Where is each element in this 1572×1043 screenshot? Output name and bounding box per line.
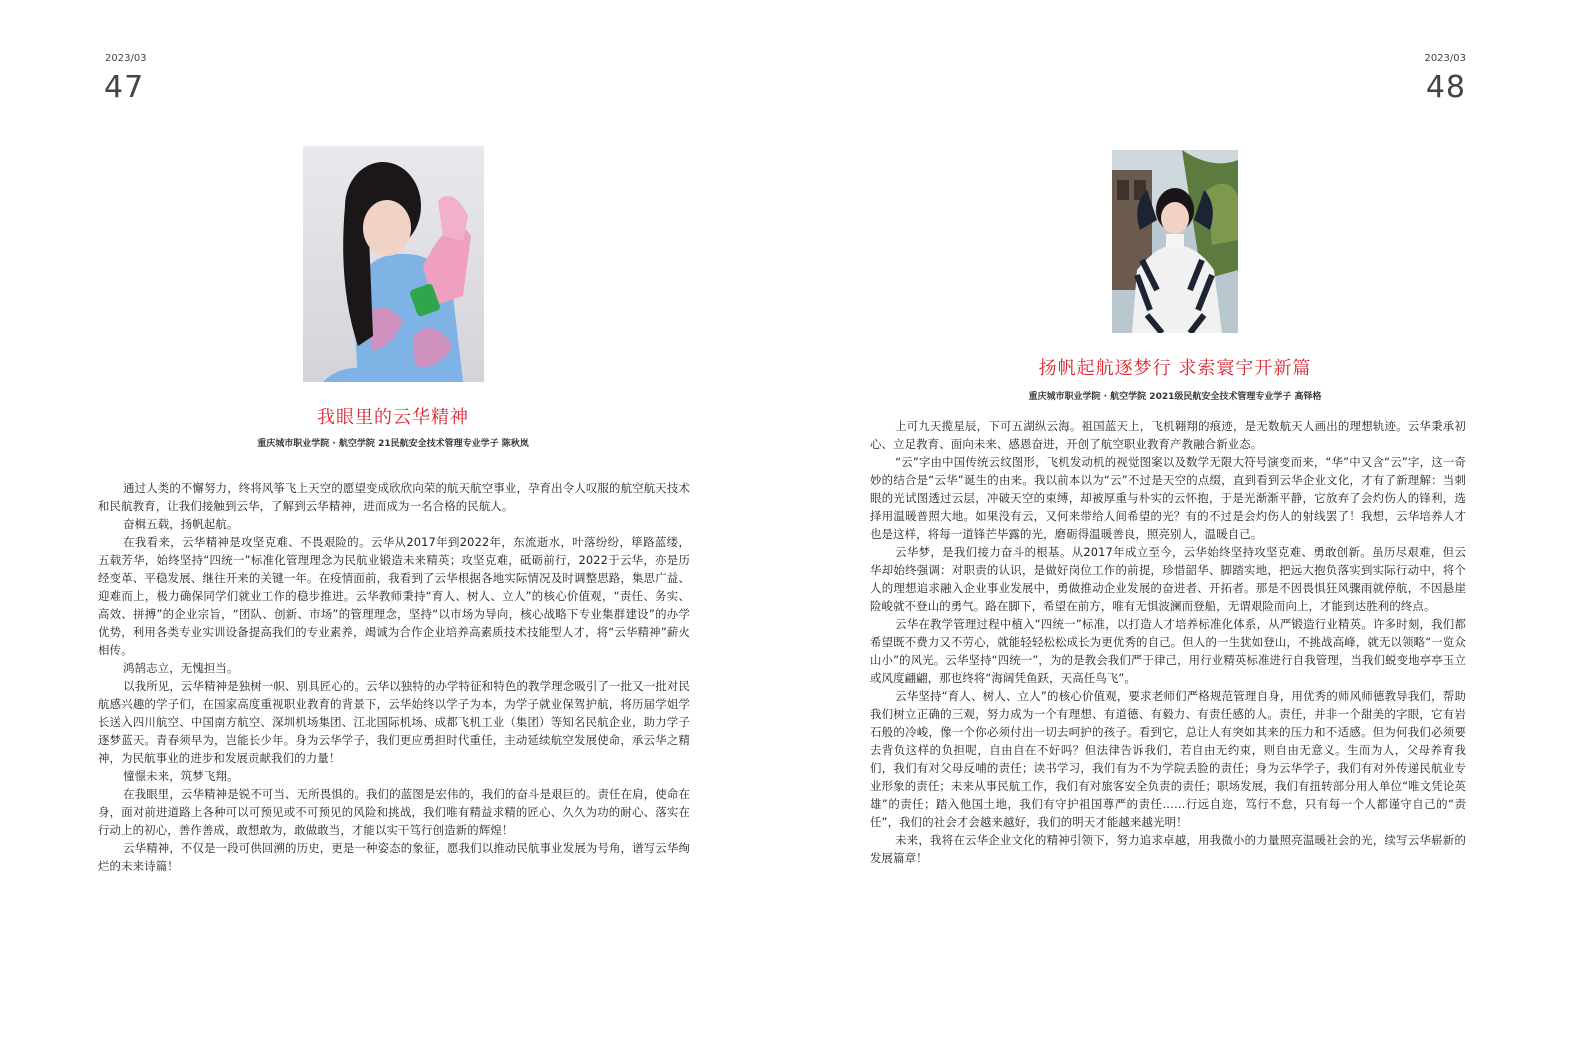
article-body [870, 417, 1466, 867]
body-paragraph: “云”字由中国传统云纹图形，飞机发动机的视觉图案以及数学无限大符号演变而来，“华”中又含“云”字，这一奇妙的结合是“云华”诞生的由来。我以前本以为“云”不过是天空的点缀，直到看到云华企业文化，才有了新理解：当刺眼的光试图透过云层，冲破天空的束缚，却被厚重与朴实的云怀抱，于是光渐渐平静，它放弃了会灼伤人的锋利，选择用温暖普照大地。如果没有云，又何来带给人间希望的光？有的不过是会灼伤人的射线罢了！我想，云华培养人才也是这样，将每一道锋芒毕露的光，磨砺得温暖善良，照亮别人，温暖自己。 [870, 455, 1466, 541]
section-heading: 憧憬未来，筑梦飞翔。 [123, 769, 239, 783]
article-title: 我眼里的云华精神 [317, 407, 469, 428]
body-paragraph: 通过人类的不懈努力，终将风筝飞上天空的愿望变成欣欣向荣的航天航空事业，孕育出令人叹服的航空航天技术和民航教育，让我们接触到云华，了解到云华精神，进而成为一名合格的民航人。 [98, 481, 690, 513]
body-paragraph: 上可九天揽星辰，下可五湖纵云海。祖国蓝天上，飞机翱翔的痕迹，是无数航天人画出的理想轨迹。云华秉承初心、立足教育、面向未来、感恩奋进，开创了航空职业教育产教融合新业态。 [870, 419, 1466, 451]
body-paragraph: 云华坚持“育人、树人、立人”的核心价值观，要求老师们严格规范管理自身，用优秀的师风师德教导我们，帮助我们树立正确的三观，努力成为一个有理想、有道德、有毅力、有责任感的人。责任，并非一个甜美的字眼，它有岩石般的冷峻，像一个你必须付出一切去呵护的孩子。看到它，总让人有突如其来的压力和不适感。但为何我们必须要去背负这样的负担呢，自由自在不好吗？但法律告诉我们，若自由无约束，则自由无意义。生而为人，父母养育我们，我们有对父母反哺的责任；读书学习，我们有为不为学院丢脸的责任；身为云华学子，我们有对外传递民航业专业形象的责任；未来从事民航工作，我们有对旅客安全负责的责任；职场发展，我们有扭转部分用人单位“唯文凭论英雄”的责任；踏入他国土地，我们有守护祖国尊严的责任……行远自迩，笃行不怠，只有每一个人都谨守自己的“责任”，我们的社会才会越来越好，我们的明天才能越来越光明！ [870, 689, 1466, 829]
body-paragraph: 云华在教学管理过程中植入“四统一”标准，以打造人才培养标准化体系，从严锻造行业精英。许多时刻，我们都希望既不费力又不劳心，就能轻轻松松成长为更优秀的自己。但人的一生犹如登山，不挑战高峰，就无以领略“一览众山小”的风光。云华坚持“四统一”，为的是教会我们严于律己，用行业精英标准进行自我管理，当我们蜕变地亭亭玉立或风度翩翩，那也终将“海阔凭鱼跃，天高任鸟飞”。 [870, 617, 1466, 685]
student-photo [1112, 150, 1238, 333]
body-paragraph: 以我所见，云华精神是独树一帜、别具匠心的。云华以独特的办学特征和特色的教学理念吸引了一批又一批对民航感兴趣的学子们，在国家高度重视职业教育的背景下，云华始终以学子为本，为学子就业保驾护航，将历届学姐学长送入四川航空、中国南方航空、深圳机场集团、江北国际机场、成都飞机工业（集团）等知名民航企业，助力学子逐梦蓝天。青春须早为，岂能长少年。身为云华学子，我们更应勇担时代重任，主动延续航空发展使命，承云华之精神，为民航事业的进步和发展贡献我们的力量！ [98, 679, 690, 765]
section-heading: 奋楫五载，扬帆起航。 [123, 517, 239, 531]
article-byline: 重庆城市职业学院 · 航空学院 2021级民航安全技术管理专业学子 高铎格 [1028, 392, 1322, 402]
body-paragraph: 云华精神，不仅是一段可供回溯的历史，更是一种姿态的象征，愿我们以推动民航事业发展为号角，谱写云华绚烂的未来诗篇！ [98, 841, 690, 873]
article-body [98, 479, 690, 875]
article-byline: 重庆城市职业学院 · 航空学院 21民航安全技术管理专业学子 陈秋岚 [257, 439, 529, 449]
issue-date: 2023/03 [105, 53, 147, 64]
section-heading: 鸿鹄志立，无愧担当。 [123, 661, 239, 675]
body-paragraph: 未来，我将在云华企业文化的精神引领下，努力追求卓越，用我微小的力量照亮温暖社会的光，续写云华崭新的发展篇章！ [870, 833, 1466, 865]
student-photo [303, 146, 484, 382]
issue-date: 2023/03 [1424, 53, 1466, 64]
right-page [786, 0, 1572, 1043]
body-paragraph: 在我看来，云华精神是攻坚克难、不畏艰险的。云华从2017年到2022年，东流逝水，叶落纷纷，筚路蓝缕，五载芳华，始终坚持“四统一”标准化管理理念为民航业锻造未来精英；攻坚克难，砥砺前行，2022于云华，亦是历经变革、平稳发展、继往开来的关键一年。在疫情面前，我看到了云华根据各地实际情况及时调整思路，集思广益、迎难而上，极力确保同学们就业工作的稳步推进。云华教师秉持“育人、树人、立人”的核心价值观，“责任、务实、高效、拼搏”的企业宗旨，“团队、创新、市场”的管理理念，坚持“以市场为导向，核心战略下专业集群建设”的办学优势，利用各类专业实训设备提高我们的专业素养，竭诚为合作企业培养高素质技术技能型人才，将“云华精神”薪火相传。 [98, 535, 690, 657]
page-number: 48 [1425, 70, 1466, 105]
body-paragraph: 云华梦，是我们接力奋斗的根基。从2017年成立至今，云华始终坚持攻坚克难、勇敢创新。虽历尽艰难，但云华却始终强调：对职责的认识，是做好岗位工作的前提，珍惜韶华、脚踏实地，把远大抱负落实到实际行动中，将个人的理想追求融入企业事业发展中，勇做推动企业发展的奋进者、开拓者。那是不因畏惧狂风骤雨就停航，不因悬崖险峻就不登山的勇气。路在脚下，希望在前方，唯有无惧波澜而登船，无谓艰险而向上，才能到达胜利的终点。 [870, 545, 1466, 613]
article-title: 扬帆起航逐梦行 求索寰宇开新篇 [1038, 358, 1312, 379]
body-paragraph: 在我眼里，云华精神是锐不可当、无所畏惧的。我们的蓝图是宏伟的，我们的奋斗是艰巨的。责任在肩，使命在身，面对前进道路上各种可以可预见或不可预见的风险和挑战，我们唯有精益求精的匠心、久久为功的耐心、落实在行动上的初心，善作善成，敢想敢为，敢做敢当，才能以实干笃行创造新的辉煌！ [98, 787, 690, 837]
page-number: 47 [104, 70, 145, 105]
